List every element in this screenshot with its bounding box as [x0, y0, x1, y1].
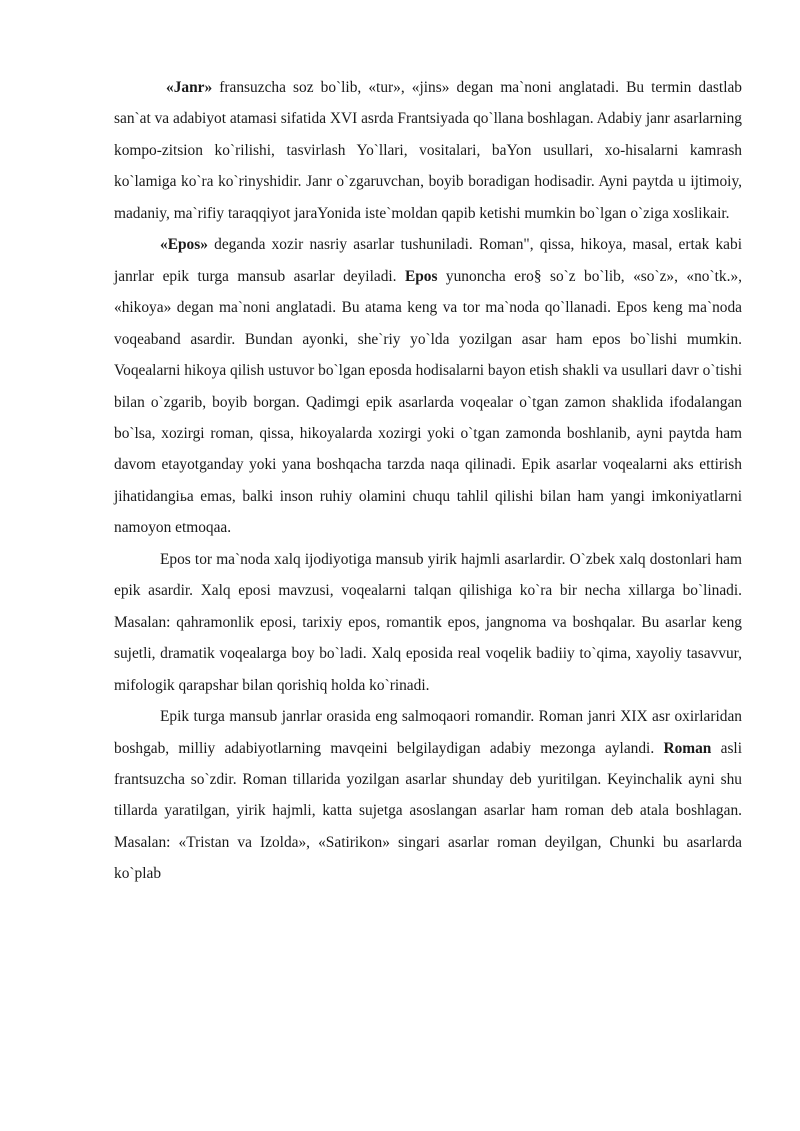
term-epos: «Epos»: [160, 236, 208, 254]
paragraph-roman: [114, 701, 742, 890]
paragraph-text: asli frantsuzcha so`zdir. Roman tillarida yozilgan asarlar shunday deb yuritilgan. Keyinchalik ayni shu tillarda yaratilgan, yirik hajmli, katta sujetga asoslangan asarlar ham roman deb atala boshlagan. Masalan: «Tristan va Izolda», «Satirikon» singari asarlar roman deyilgan, Chunki bu asarlarda ko`plab: [114, 739, 742, 883]
paragraph-text: fransuzcha soz bo`lib, «tur», «jins» degan ma`noni anglatadi. Bu termin dastlab san`at va adabiyot atamasi sifatida XVI asrda Frantsiyada qo`llana boshlagan. Adabiy janr asarlarning kompo-zitsion ko`rilishi, tasvirlash Yo`llari, vositalari, baYon usullari, xo-hisalarni kamrash ko`lamiga ko`ra ko`rinyshidir. Janr o`zgaruvchan, boyib boradigan hodisadir. Ayni paytda u ijtimoiy, madaniy, ma`rifiy taraqqiyot jaraYonida iste`moldan qapib ketishi mumkin bo`lgan o`ziga xoslikair.: [114, 79, 742, 222]
paragraph-text: yunoncha ero§ so`z bo`lib, «so`z», «no`tk.», «hikoya» degan ma`noni anglatadi. Bu atama keng va tor ma`noda qo`llanadi. Epos keng ma`noda voqeaband asardir. Bundan ayonki, she`riy yo`lda yozilgan asar ham epos bo`lishi mumkin. Voqealarni hikoya qilish ustuvor bo`lgan eposda hodisalarni bayon etish shakli va usullari davr o`tishi bilan o`zgarib, boyib borgan. Qadimgi epik asarlarda voqealar o`tgan zamon shaklida ifodalangan bo`lsa, xozirgi roman, qissa, hikoyalarda xozirgi yoki o`tgan zamonda boshlanib, ayni paytda ham davom etayotganday yoki yana boshqacha tarzda naqa qilinadi. Epik asarlar voqealarni aks ettirish jihatidangiьa emas, balki inson ruhiy olamini chuqu tahlil qilishi bilan ham yangi imkoniyatlarni namoyon etmoqaa.: [114, 267, 742, 537]
document-body: [114, 72, 742, 890]
term-epos-inline: Epos: [404, 267, 438, 285]
paragraph-text: deganda xozir nasriy asarlar tushuniladi. Roman", qissa, hikoya, masal, ertak kabi janrlar epik turga mansub asarlar deyiladi.: [114, 236, 742, 285]
paragraph-janr: [114, 72, 742, 229]
term-janr: «Janr»: [166, 79, 213, 96]
paragraph-epos: [114, 229, 742, 544]
paragraph-epos-tor: [114, 544, 742, 701]
paragraph-text: Epos tor ma`noda xalq ijodiyotiga mansub yirik hajmli asarlardir. O`zbek xalq dostonlari ham epik asardir. Xalq eposi mavzusi, voqealarni talqan qilishiga ko`ra bir necha xillarga bo`linadi. Masalan: qahramonlik eposi, tarixiy epos, romantik epos, jangnoma va boshqalar. Bu asarlar keng sujetli, dramatik voqealarga boy bo`ladi. Xalq eposida real voqelik badiiy to`qima, xayoliy tasavvur, mifologik qarapshar bilan qorishiq holda ko`rinadi.: [114, 550, 742, 694]
term-roman: Roman: [663, 739, 712, 757]
paragraph-text: Epik turga mansub janrlar orasida eng salmoqaori romandir. Roman janri XIX asr oxirlaridan boshgab, milliy adabiyotlarning mavqeini belgilaydigan adabiy mezonga aylandi.: [114, 708, 742, 757]
